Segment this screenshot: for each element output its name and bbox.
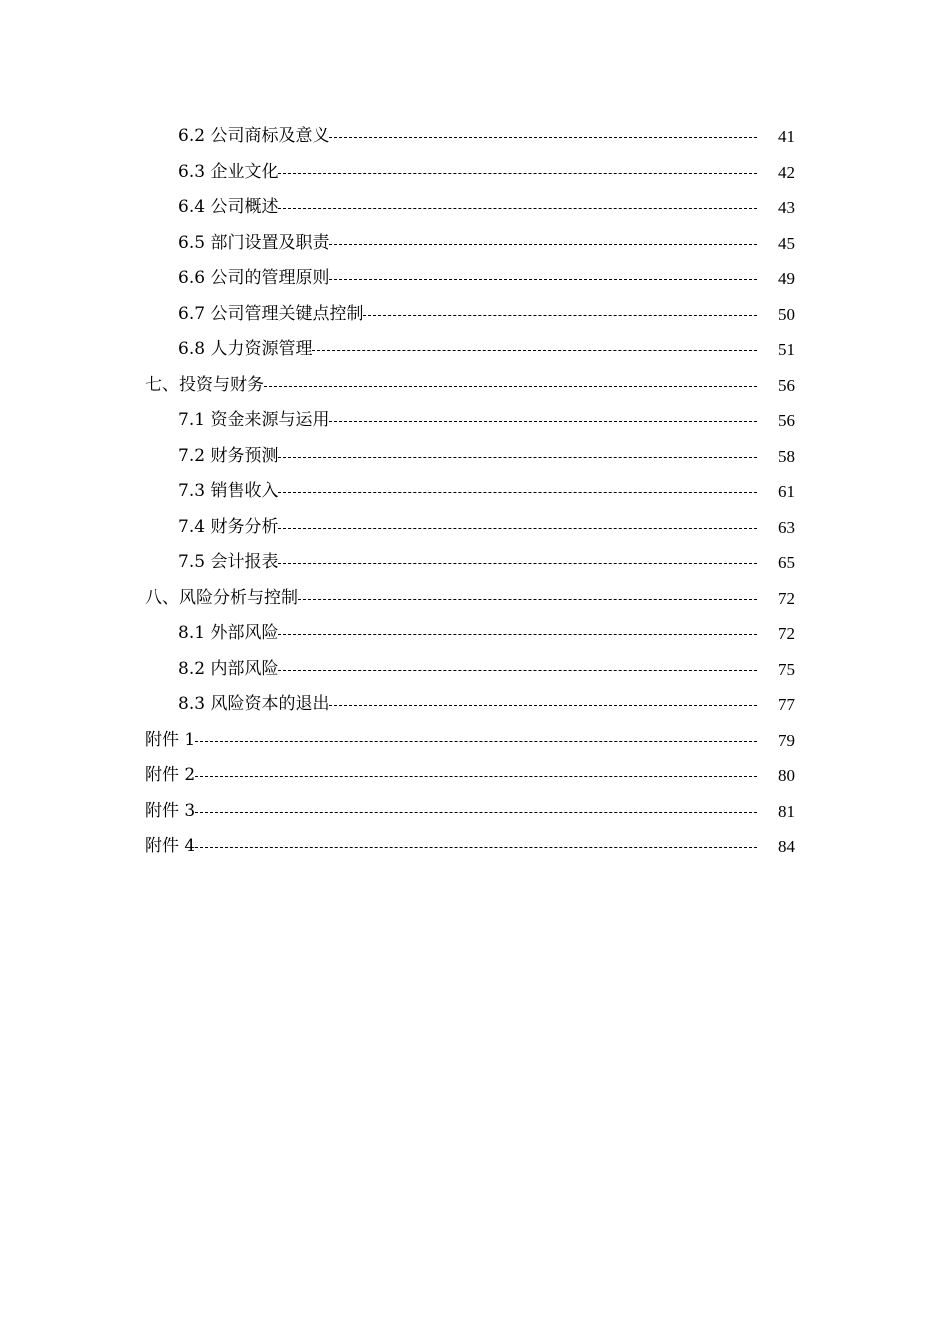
toc-entry-label: 七、投资与财务 — [145, 374, 264, 395]
toc-dot-leader — [195, 829, 757, 865]
toc-dot-leader — [278, 439, 757, 475]
toc-entry-page-number: 49 — [778, 269, 795, 288]
toc-entry[interactable] — [0, 545, 950, 581]
toc-dot-leader — [264, 368, 757, 404]
toc-entry[interactable] — [0, 226, 950, 262]
toc-entry-page-number: 45 — [778, 233, 795, 253]
toc-dot-leader — [329, 119, 757, 155]
toc-entry-label: 7.1 资金来源与运用 — [178, 410, 330, 430]
toc-entry[interactable] — [0, 723, 950, 759]
toc-dot-leader — [329, 226, 757, 262]
toc-entry[interactable] — [0, 616, 950, 652]
toc-entry-label: 6.5 部门设置及职责 — [178, 232, 330, 253]
toc-entry-label: 附件 3 — [145, 800, 196, 821]
toc-entry[interactable] — [0, 581, 950, 617]
toc-entry-label: 8.2 内部风险 — [178, 658, 279, 679]
toc-entry-page-number: 72 — [778, 588, 795, 608]
toc-entry[interactable] — [0, 794, 950, 830]
toc-entry-page-number: 42 — [778, 162, 795, 182]
toc-entry-label: 6.6 公司的管理原则 — [178, 268, 330, 288]
toc-entry-label: 7.2 财务预测 — [178, 445, 279, 466]
toc-dot-leader — [195, 758, 757, 794]
toc-entry-page-number: 65 — [778, 553, 795, 572]
toc-entry-label: 8.1 外部风险 — [178, 623, 279, 643]
toc-dot-leader — [195, 723, 757, 759]
toc-dot-leader — [278, 155, 757, 191]
toc-dot-leader — [298, 581, 757, 617]
table-of-contents — [0, 119, 950, 865]
toc-dot-leader — [278, 474, 757, 510]
toc-entry[interactable] — [0, 190, 950, 226]
toc-entry[interactable] — [0, 261, 950, 297]
toc-entry[interactable] — [0, 332, 950, 368]
toc-entry-label: 7.5 会计报表 — [178, 552, 279, 572]
toc-entry[interactable] — [0, 119, 950, 155]
toc-entry-label: 6.4 公司概述 — [178, 197, 279, 217]
toc-entry[interactable] — [0, 687, 950, 723]
toc-entry-label: 7.4 财务分析 — [178, 516, 279, 537]
toc-entry-label: 6.2 公司商标及意义 — [178, 126, 330, 146]
toc-entry-page-number: 58 — [778, 446, 795, 466]
toc-entry[interactable] — [0, 758, 950, 794]
toc-entry-label: 6.7 公司管理关键点控制 — [178, 303, 364, 324]
toc-entry-page-number: 79 — [778, 730, 795, 750]
toc-entry-label: 8.3 风险资本的退出 — [178, 694, 330, 714]
toc-entry-page-number: 77 — [778, 695, 795, 714]
toc-dot-leader — [278, 616, 757, 652]
toc-entry-page-number: 56 — [778, 375, 795, 395]
toc-entry-label: 附件 1 — [145, 729, 196, 750]
toc-entry-page-number: 63 — [778, 517, 795, 537]
toc-entry-label: 6.8 人力资源管理 — [178, 339, 313, 359]
toc-entry[interactable] — [0, 510, 950, 546]
toc-entry-page-number: 43 — [778, 198, 795, 217]
toc-entry[interactable] — [0, 439, 950, 475]
toc-entry-page-number: 84 — [778, 837, 795, 856]
toc-entry-page-number: 75 — [778, 659, 795, 679]
toc-entry-page-number: 61 — [778, 482, 795, 501]
toc-entry[interactable] — [0, 368, 950, 404]
toc-dot-leader — [278, 510, 757, 546]
toc-entry[interactable] — [0, 474, 950, 510]
toc-dot-leader — [329, 403, 757, 439]
toc-dot-leader — [278, 652, 757, 688]
toc-entry[interactable] — [0, 155, 950, 191]
toc-entry-label: 附件 4 — [145, 836, 196, 856]
toc-dot-leader — [312, 332, 757, 368]
toc-entry-page-number: 51 — [778, 340, 795, 359]
toc-entry-label: 6.3 企业文化 — [178, 161, 279, 182]
toc-entry-page-number: 41 — [778, 127, 795, 146]
toc-entry-page-number: 80 — [778, 766, 795, 785]
toc-entry-page-number: 81 — [778, 801, 795, 821]
toc-dot-leader — [195, 794, 757, 830]
toc-dot-leader — [363, 297, 757, 333]
toc-entry[interactable] — [0, 403, 950, 439]
toc-dot-leader — [329, 687, 757, 723]
toc-entry-page-number: 72 — [778, 624, 795, 643]
toc-entry-page-number: 56 — [778, 411, 795, 430]
toc-dot-leader — [278, 190, 757, 226]
toc-entry-label: 八、风险分析与控制 — [145, 587, 298, 608]
toc-entry-label: 附件 2 — [145, 765, 196, 785]
toc-dot-leader — [278, 545, 757, 581]
toc-entry[interactable] — [0, 829, 950, 865]
toc-entry-page-number: 50 — [778, 304, 795, 324]
toc-entry[interactable] — [0, 297, 950, 333]
toc-entry[interactable] — [0, 652, 950, 688]
toc-entry-label: 7.3 销售收入 — [178, 481, 279, 501]
toc-dot-leader — [329, 261, 757, 297]
